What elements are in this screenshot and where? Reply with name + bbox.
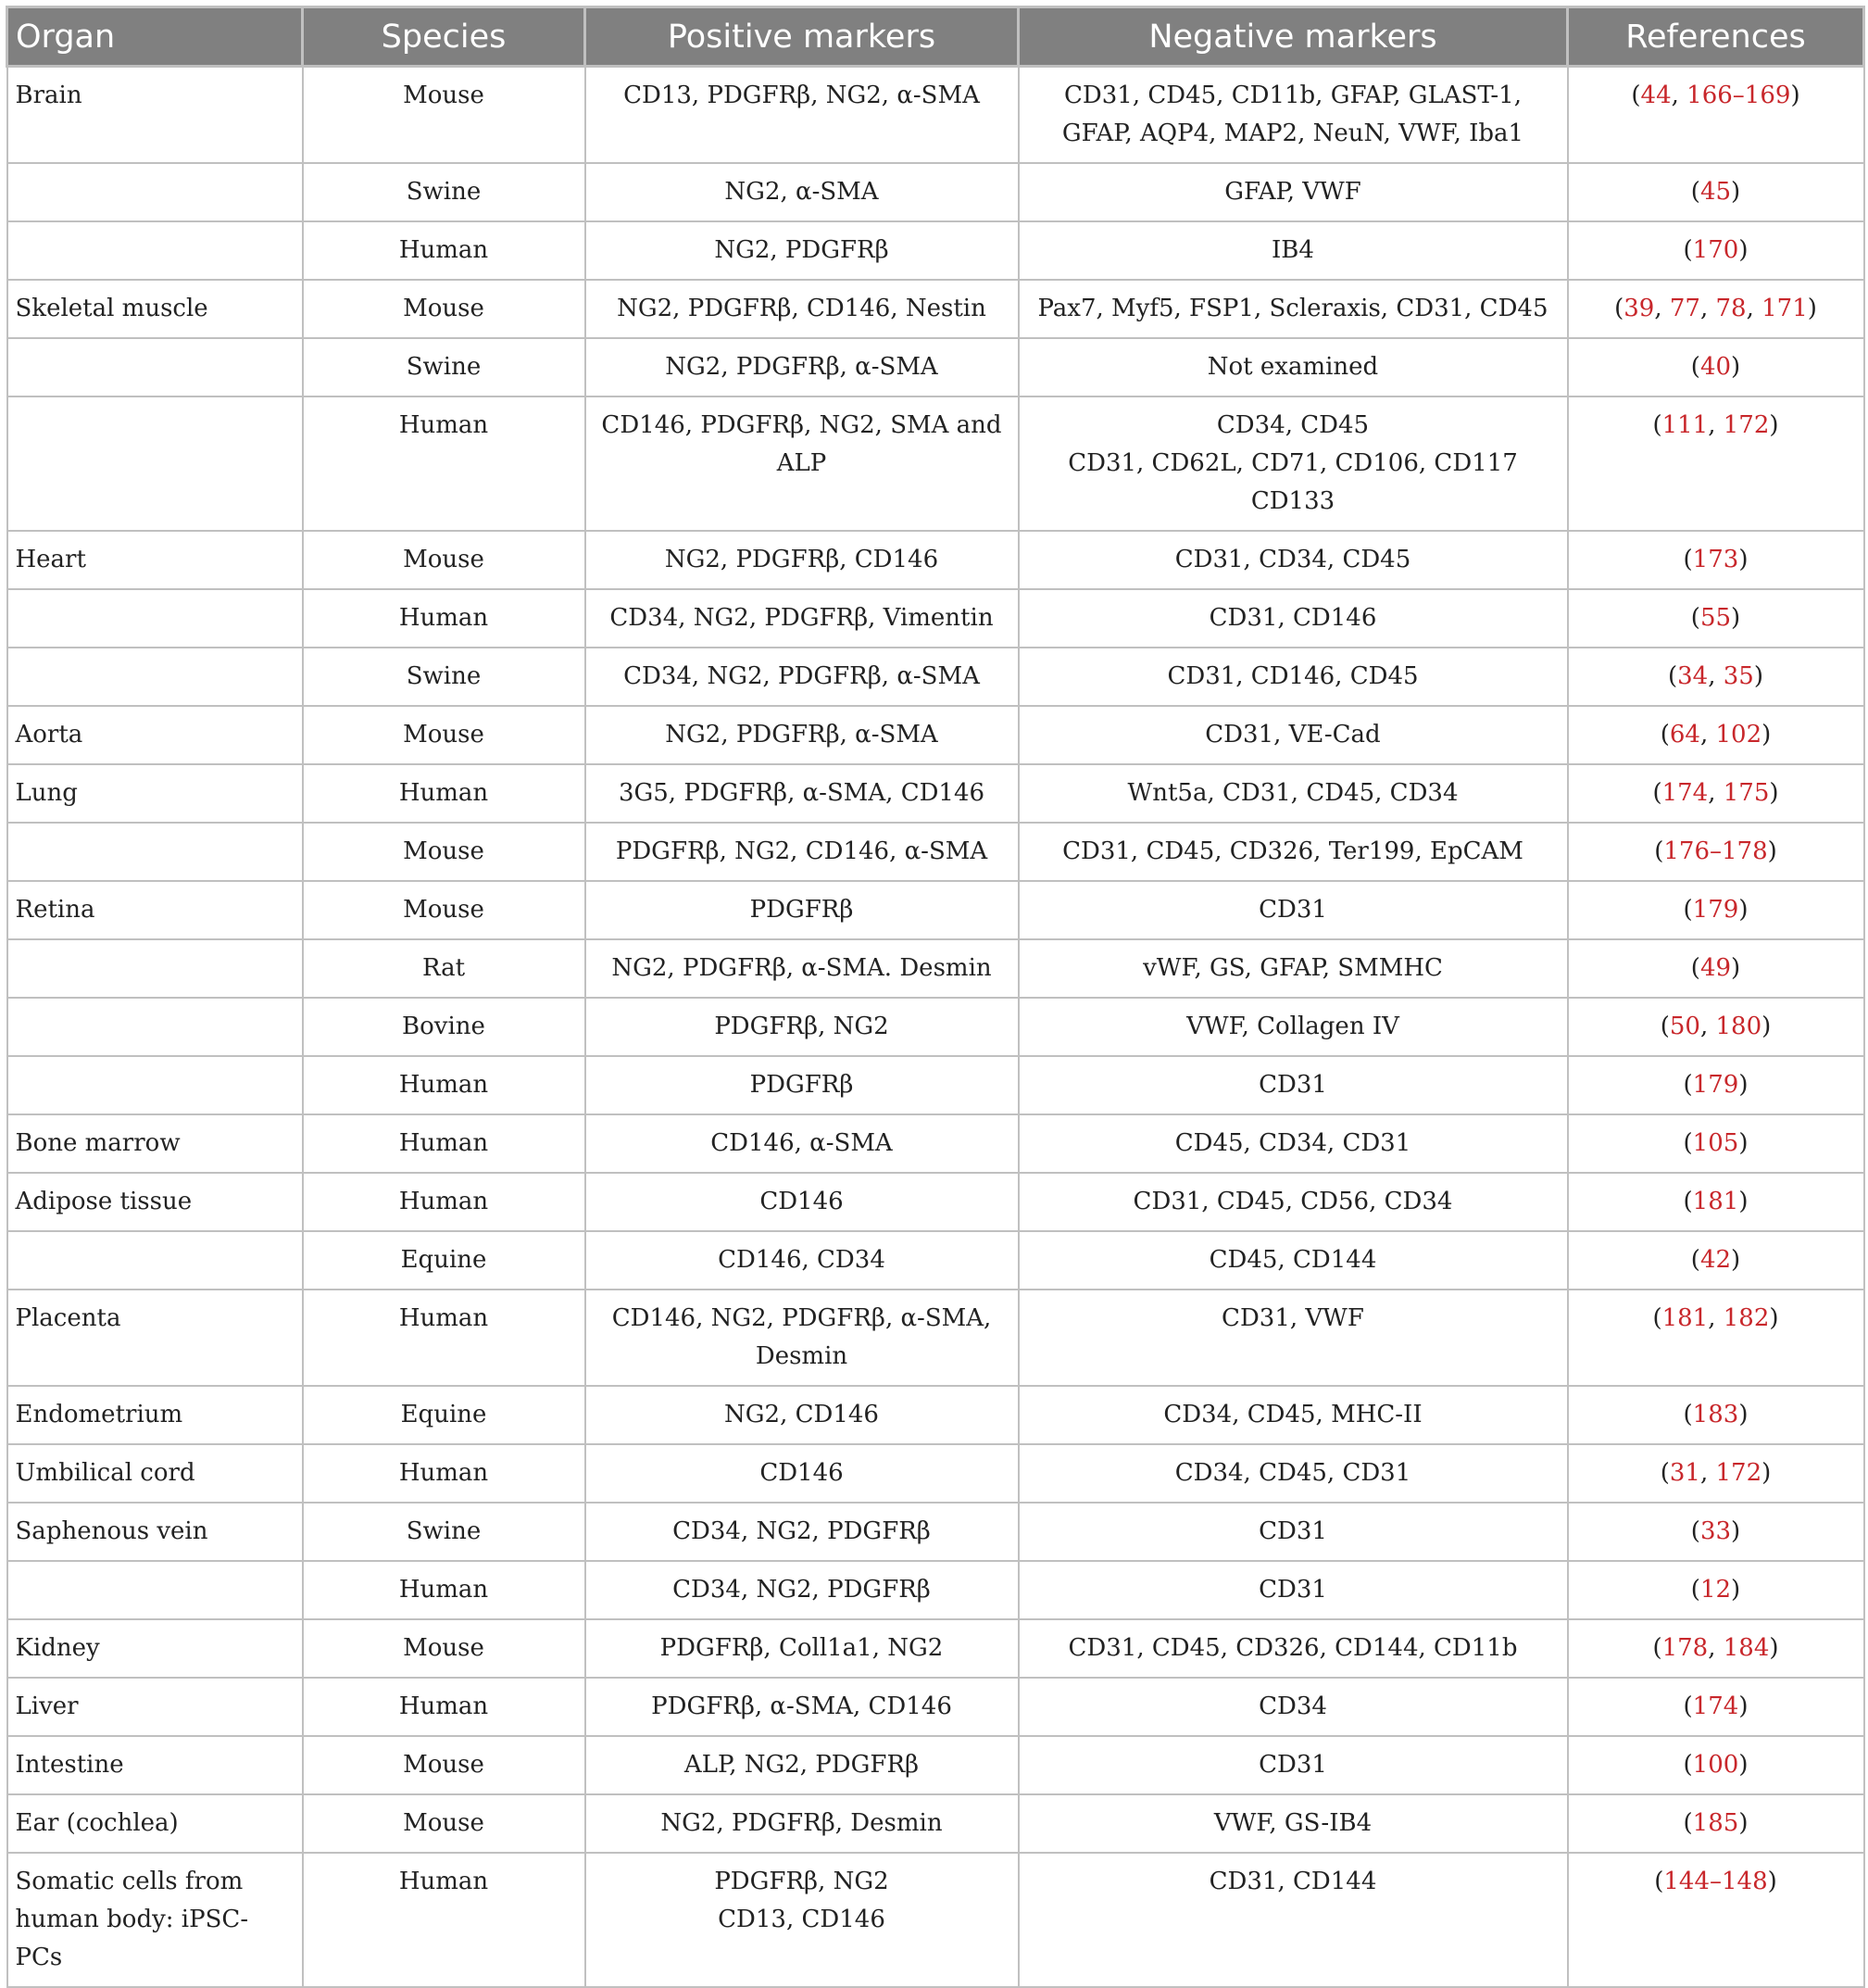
references-cell: (179) (1568, 881, 1864, 939)
table-row (7, 1114, 1864, 1173)
header-organ: Organ (7, 7, 303, 67)
references-cell: (174) (1568, 1678, 1864, 1736)
reference-link[interactable]: 44 (1640, 82, 1672, 109)
positive-markers-cell: NG2, PDGFRβ, α-SMA. Desmin (585, 939, 1019, 998)
header-species: Species (303, 7, 585, 67)
reference-link[interactable]: 39 (1624, 295, 1655, 322)
species-cell: Human (303, 589, 585, 648)
negative-markers-cell: vWF, GS, GFAP, SMMHC (1019, 939, 1568, 998)
species-cell: Mouse (303, 531, 585, 589)
organ-cell (7, 163, 303, 221)
table-row (7, 1561, 1864, 1619)
reference-link[interactable]: 174 (1692, 1692, 1739, 1720)
reference-link[interactable]: 12 (1699, 1576, 1732, 1604)
organ-cell (7, 1056, 303, 1114)
reference-link[interactable]: 144–148 (1663, 1868, 1768, 1895)
negative-markers-cell: CD34 (1019, 1678, 1568, 1736)
positive-markers-cell: CD34, NG2, PDGFRβ (585, 1503, 1019, 1561)
negative-markers-cell: CD31, VWF (1019, 1290, 1568, 1386)
reference-link[interactable]: 100 (1692, 1751, 1739, 1779)
references-cell: (176–178) (1568, 823, 1864, 881)
positive-markers-cell: NG2, α-SMA (585, 163, 1019, 221)
organ-cell: Ear (cochlea) (7, 1794, 303, 1853)
species-cell: Human (303, 1290, 585, 1386)
positive-markers-cell: NG2, PDGFRβ, α-SMA (585, 338, 1019, 396)
organ-cell (7, 221, 303, 280)
references-cell: (34, 35) (1568, 648, 1864, 706)
reference-link[interactable]: 170 (1692, 236, 1739, 264)
positive-markers-cell: PDGFRβ (585, 881, 1019, 939)
positive-markers-cell: PDGFRβ, α-SMA, CD146 (585, 1678, 1019, 1736)
references-cell: (185) (1568, 1794, 1864, 1853)
reference-link[interactable]: 166–169 (1686, 82, 1791, 109)
table-body (7, 67, 1864, 1988)
references-cell: (144–148) (1568, 1853, 1864, 1987)
table-row (7, 67, 1864, 164)
table-row (7, 1056, 1864, 1114)
negative-markers-cell: CD31, CD144 (1019, 1853, 1568, 1987)
species-cell: Human (303, 1853, 585, 1987)
organ-cell: Retina (7, 881, 303, 939)
species-cell: Mouse (303, 1619, 585, 1678)
species-cell: Swine (303, 648, 585, 706)
species-cell: Swine (303, 163, 585, 221)
references-cell: (44, 166–169) (1568, 67, 1864, 164)
reference-link[interactable]: 179 (1692, 1071, 1739, 1099)
negative-markers-cell: CD34, CD45, MHC-II (1019, 1386, 1568, 1444)
references-cell: (170) (1568, 221, 1864, 280)
species-cell: Human (303, 221, 585, 280)
species-cell: Human (303, 1678, 585, 1736)
reference-link[interactable]: 180 (1715, 1013, 1762, 1040)
organ-cell: Somatic cells from human body: iPSC-PCs (7, 1853, 303, 1987)
negative-markers-cell: Pax7, Myf5, FSP1, Scleraxis, CD31, CD45 (1019, 280, 1568, 338)
reference-link[interactable]: 77 (1669, 295, 1700, 322)
reference-link[interactable]: 172 (1715, 1459, 1762, 1487)
references-cell: (111, 172) (1568, 396, 1864, 531)
organ-cell (7, 998, 303, 1056)
negative-markers-cell: CD31, VE-Cad (1019, 706, 1568, 764)
references-cell: (40) (1568, 338, 1864, 396)
references-cell: (181, 182) (1568, 1290, 1864, 1386)
table-row (7, 589, 1864, 648)
positive-markers-cell: NG2, PDGFRβ, CD146 (585, 531, 1019, 589)
species-cell: Swine (303, 338, 585, 396)
organ-cell: Aorta (7, 706, 303, 764)
references-cell: (100) (1568, 1736, 1864, 1794)
organ-cell: Kidney (7, 1619, 303, 1678)
table-row (7, 396, 1864, 531)
table-row (7, 1736, 1864, 1794)
organ-cell: Lung (7, 764, 303, 823)
negative-markers-cell: Not examined (1019, 338, 1568, 396)
table-row (7, 163, 1864, 221)
reference-link[interactable]: 35 (1723, 662, 1754, 690)
organ-cell (7, 939, 303, 998)
species-cell: Equine (303, 1386, 585, 1444)
positive-markers-cell: 3G5, PDGFRβ, α-SMA, CD146 (585, 764, 1019, 823)
species-cell: Human (303, 1173, 585, 1231)
species-cell: Mouse (303, 280, 585, 338)
positive-markers-cell: CD146 (585, 1173, 1019, 1231)
negative-markers-cell: CD31 (1019, 1736, 1568, 1794)
negative-markers-cell: CD31, CD45, CD11b, GFAP, GLAST-1, GFAP, AQP4, MAP2, NeuN, VWF, Iba1 (1019, 67, 1568, 164)
species-cell: Equine (303, 1231, 585, 1290)
negative-markers-cell: CD45, CD34, CD31 (1019, 1114, 1568, 1173)
reference-link[interactable]: 55 (1699, 604, 1732, 632)
table-row (7, 881, 1864, 939)
negative-markers-cell: CD31, CD45, CD56, CD34 (1019, 1173, 1568, 1231)
positive-markers-cell: NG2, PDGFRβ (585, 221, 1019, 280)
negative-markers-cell: IB4 (1019, 221, 1568, 280)
table-row (7, 706, 1864, 764)
references-cell: (178, 184) (1568, 1619, 1864, 1678)
table-header-row (7, 7, 1864, 67)
organ-cell (7, 823, 303, 881)
species-cell: Bovine (303, 998, 585, 1056)
negative-markers-cell: CD31 (1019, 1056, 1568, 1114)
species-cell: Mouse (303, 881, 585, 939)
reference-link[interactable]: 178 (1661, 1634, 1709, 1662)
organ-cell: Endometrium (7, 1386, 303, 1444)
negative-markers-cell: CD31 (1019, 1503, 1568, 1561)
species-cell: Mouse (303, 706, 585, 764)
header-references: References (1568, 7, 1864, 67)
negative-markers-cell: CD31, CD45, CD326, CD144, CD11b (1019, 1619, 1568, 1678)
references-cell: (42) (1568, 1231, 1864, 1290)
pericyte-markers-table (6, 6, 1865, 1988)
reference-link[interactable]: 34 (1677, 662, 1709, 690)
negative-markers-cell: CD31, CD146, CD45 (1019, 648, 1568, 706)
organ-cell: Skeletal muscle (7, 280, 303, 338)
species-cell: Mouse (303, 67, 585, 164)
reference-link[interactable]: 181 (1661, 1304, 1709, 1332)
negative-markers-cell: CD34, CD45, CD31 (1019, 1444, 1568, 1503)
species-cell: Mouse (303, 823, 585, 881)
organ-cell: Intestine (7, 1736, 303, 1794)
positive-markers-cell: CD34, NG2, PDGFRβ (585, 1561, 1019, 1619)
reference-link[interactable]: 183 (1692, 1401, 1739, 1428)
species-cell: Swine (303, 1503, 585, 1561)
species-cell: Human (303, 764, 585, 823)
positive-markers-cell: CD146, α-SMA (585, 1114, 1019, 1173)
reference-link[interactable]: 31 (1669, 1459, 1700, 1487)
references-cell: (31, 172) (1568, 1444, 1864, 1503)
negative-markers-cell: CD31, CD146 (1019, 589, 1568, 648)
table-row (7, 338, 1864, 396)
reference-link[interactable]: 33 (1699, 1517, 1732, 1545)
negative-markers-cell: CD45, CD144 (1019, 1231, 1568, 1290)
positive-markers-cell: NG2, CD146 (585, 1386, 1019, 1444)
table-row (7, 823, 1864, 881)
reference-link[interactable]: 50 (1669, 1013, 1700, 1040)
organ-cell: Bone marrow (7, 1114, 303, 1173)
organ-cell (7, 589, 303, 648)
organ-cell (7, 1231, 303, 1290)
reference-link[interactable]: 42 (1699, 1246, 1732, 1274)
positive-markers-cell: CD13, PDGFRβ, NG2, α-SMA (585, 67, 1019, 164)
table-row (7, 1794, 1864, 1853)
reference-link[interactable]: 184 (1723, 1634, 1770, 1662)
species-cell: Rat (303, 939, 585, 998)
references-cell: (183) (1568, 1386, 1864, 1444)
references-cell: (39, 77, 78, 171) (1568, 280, 1864, 338)
header-positive-markers: Positive markers (585, 7, 1019, 67)
negative-markers-cell: VWF, GS-IB4 (1019, 1794, 1568, 1853)
positive-markers-cell: CD146, CD34 (585, 1231, 1019, 1290)
positive-markers-cell: CD146, PDGFRβ, NG2, SMA and ALP (585, 396, 1019, 531)
species-cell: Human (303, 1114, 585, 1173)
organ-cell (7, 338, 303, 396)
organ-cell: Brain (7, 67, 303, 164)
negative-markers-cell: VWF, Collagen IV (1019, 998, 1568, 1056)
reference-link[interactable]: 176–178 (1663, 837, 1768, 865)
table-row (7, 939, 1864, 998)
species-cell: Mouse (303, 1736, 585, 1794)
references-cell: (12) (1568, 1561, 1864, 1619)
organ-cell: Adipose tissue (7, 1173, 303, 1231)
table-row (7, 1619, 1864, 1678)
reference-link[interactable]: 49 (1699, 954, 1732, 982)
references-cell: (181) (1568, 1173, 1864, 1231)
organ-cell (7, 648, 303, 706)
positive-markers-cell: PDGFRβ, NG2, CD146, α-SMA (585, 823, 1019, 881)
positive-markers-cell: PDGFRβ, NG2 (585, 998, 1019, 1056)
species-cell: Human (303, 396, 585, 531)
references-cell: (64, 102) (1568, 706, 1864, 764)
organ-cell: Saphenous vein (7, 1503, 303, 1561)
references-cell: (33) (1568, 1503, 1864, 1561)
organ-cell: Placenta (7, 1290, 303, 1386)
negative-markers-cell: CD31, CD45, CD326, Ter199, EpCAM (1019, 823, 1568, 881)
references-cell: (174, 175) (1568, 764, 1864, 823)
reference-link[interactable]: 64 (1669, 721, 1700, 749)
reference-link[interactable]: 171 (1761, 295, 1808, 322)
negative-markers-cell: CD31 (1019, 1561, 1568, 1619)
references-cell: (173) (1568, 531, 1864, 589)
organ-cell: Liver (7, 1678, 303, 1736)
table-row (7, 1503, 1864, 1561)
references-cell: (49) (1568, 939, 1864, 998)
positive-markers-cell: ALP, NG2, PDGFRβ (585, 1736, 1019, 1794)
reference-link[interactable]: 78 (1715, 295, 1747, 322)
table-row (7, 1386, 1864, 1444)
positive-markers-cell: CD34, NG2, PDGFRβ, α-SMA (585, 648, 1019, 706)
references-cell: (105) (1568, 1114, 1864, 1173)
reference-link[interactable]: 111 (1661, 411, 1709, 439)
table-row (7, 1290, 1864, 1386)
table-row (7, 998, 1864, 1056)
positive-markers-cell: CD146 (585, 1444, 1019, 1503)
reference-link[interactable]: 182 (1723, 1304, 1770, 1332)
table-row (7, 648, 1864, 706)
table-row (7, 221, 1864, 280)
header-negative-markers: Negative markers (1019, 7, 1568, 67)
reference-link[interactable]: 173 (1692, 546, 1739, 573)
negative-markers-cell: GFAP, VWF (1019, 163, 1568, 221)
organ-cell (7, 1561, 303, 1619)
species-cell: Mouse (303, 1794, 585, 1853)
table-row (7, 1853, 1864, 1987)
table-row (7, 1173, 1864, 1231)
reference-link[interactable]: 179 (1692, 896, 1739, 924)
positive-markers-cell: NG2, PDGFRβ, Desmin (585, 1794, 1019, 1853)
negative-markers-cell: CD34, CD45 CD31, CD62L, CD71, CD106, CD117 CD133 (1019, 396, 1568, 531)
negative-markers-cell: CD31 (1019, 881, 1568, 939)
table-row (7, 1231, 1864, 1290)
table-row (7, 1444, 1864, 1503)
table-row (7, 280, 1864, 338)
reference-link[interactable]: 174 (1661, 779, 1709, 807)
references-cell: (50, 180) (1568, 998, 1864, 1056)
reference-link[interactable]: 181 (1692, 1188, 1739, 1215)
positive-markers-cell: PDGFRβ, Coll1a1, NG2 (585, 1619, 1019, 1678)
negative-markers-cell: Wnt5a, CD31, CD45, CD34 (1019, 764, 1568, 823)
reference-link[interactable]: 175 (1723, 779, 1770, 807)
positive-markers-cell: PDGFRβ, NG2 CD13, CD146 (585, 1853, 1019, 1987)
table-row (7, 764, 1864, 823)
markers-table-container (6, 6, 1862, 1988)
table-row (7, 1678, 1864, 1736)
positive-markers-cell: NG2, PDGFRβ, α-SMA (585, 706, 1019, 764)
reference-link[interactable]: 185 (1692, 1809, 1739, 1837)
positive-markers-cell: PDGFRβ (585, 1056, 1019, 1114)
negative-markers-cell: CD31, CD34, CD45 (1019, 531, 1568, 589)
reference-link[interactable]: 40 (1699, 353, 1732, 381)
species-cell: Human (303, 1444, 585, 1503)
positive-markers-cell: NG2, PDGFRβ, CD146, Nestin (585, 280, 1019, 338)
organ-cell: Umbilical cord (7, 1444, 303, 1503)
reference-link[interactable]: 172 (1723, 411, 1770, 439)
reference-link[interactable]: 102 (1715, 721, 1762, 749)
organ-cell (7, 396, 303, 531)
reference-link[interactable]: 45 (1699, 178, 1732, 206)
references-cell: (55) (1568, 589, 1864, 648)
organ-cell: Heart (7, 531, 303, 589)
species-cell: Human (303, 1056, 585, 1114)
reference-link[interactable]: 105 (1692, 1129, 1739, 1157)
positive-markers-cell: CD34, NG2, PDGFRβ, Vimentin (585, 589, 1019, 648)
references-cell: (45) (1568, 163, 1864, 221)
positive-markers-cell: CD146, NG2, PDGFRβ, α-SMA, Desmin (585, 1290, 1019, 1386)
species-cell: Human (303, 1561, 585, 1619)
references-cell: (179) (1568, 1056, 1864, 1114)
table-row (7, 531, 1864, 589)
